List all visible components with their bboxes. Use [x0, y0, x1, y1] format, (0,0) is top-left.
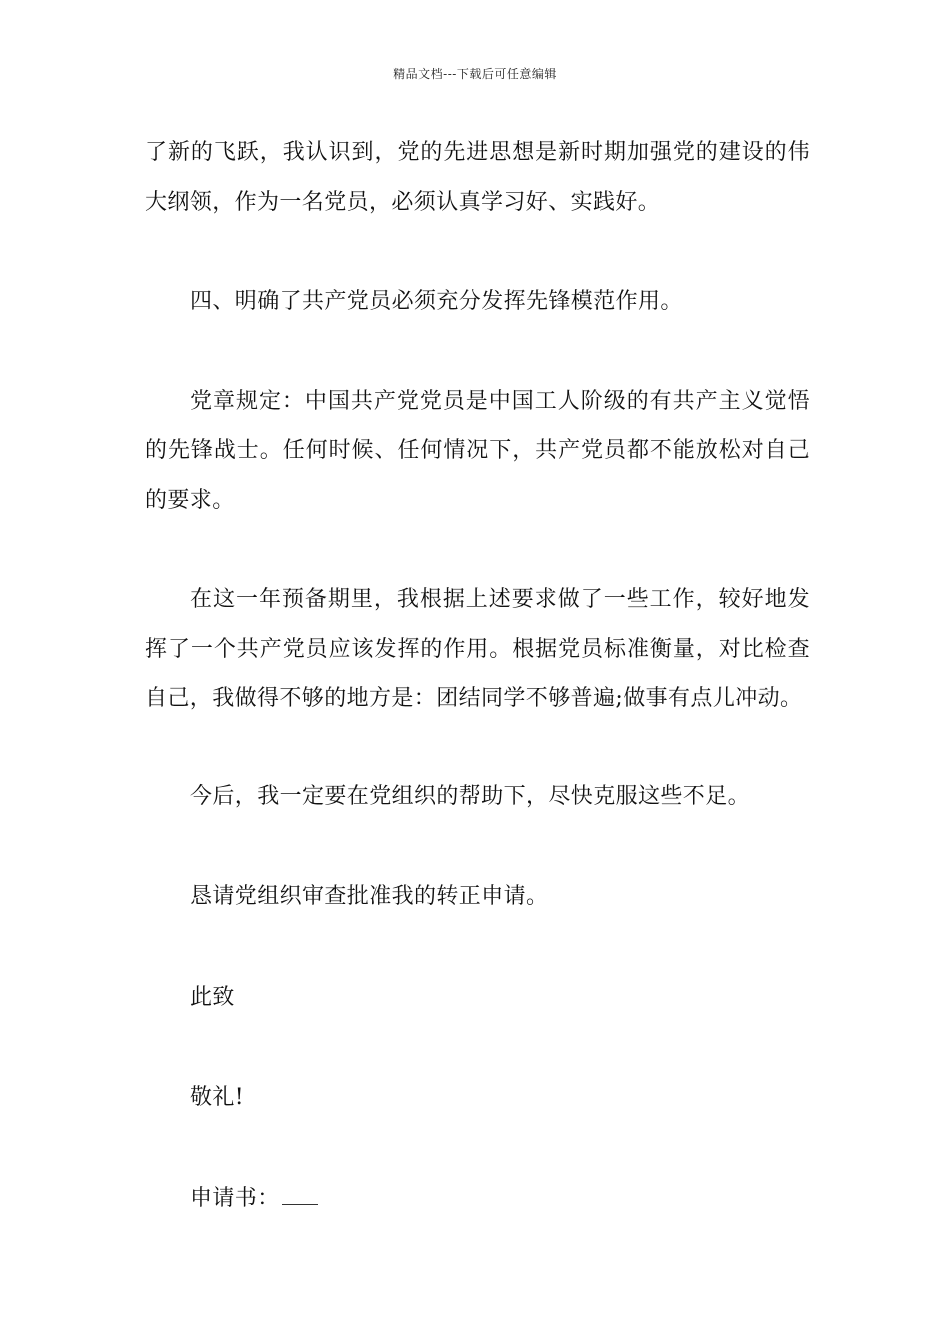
signature-label: 申请书：: [190, 1185, 280, 1211]
paragraph-request: 恳请党组织审查批准我的转正申请。: [190, 884, 549, 909]
closing-regards: 敬礼!: [190, 1085, 245, 1110]
paragraph-continuation: 了新的飞跃，我认识到，党的先进思想是新时期加强党的建设的伟大纲领，作为一名党员，必须认真学习好、实践好。: [145, 140, 810, 215]
page-header: 精品文档---下载后可任意编辑: [393, 67, 557, 81]
section-heading-four: 四、明确了共产党员必须充分发挥先锋模范作用。: [190, 289, 683, 314]
paragraph-party-constitution: 党章规定：中国共产党党员是中国工人阶级的有共产主义觉悟的先锋战士。任何时候、任何情况下，共产党员都不能放松对自己的要求。: [145, 388, 810, 513]
paragraph-resolution: 今后，我一定要在党组织的帮助下，尽快克服这些不足。: [190, 783, 751, 809]
paragraph-self-review: 在这一年预备期里，我根据上述要求做了一些工作，较好地发挥了一个共产党员应该发挥的作用。根据党员标准衡量，对比检查自己，我做得不够的地方是：团结同学不够普遍;做事有点儿冲动。: [145, 587, 810, 711]
signature-blank: [282, 1194, 318, 1205]
signature-line: [145, 1174, 810, 1224]
closing-salutation: 此致: [190, 984, 235, 1010]
document-body: [145, 128, 810, 1223]
